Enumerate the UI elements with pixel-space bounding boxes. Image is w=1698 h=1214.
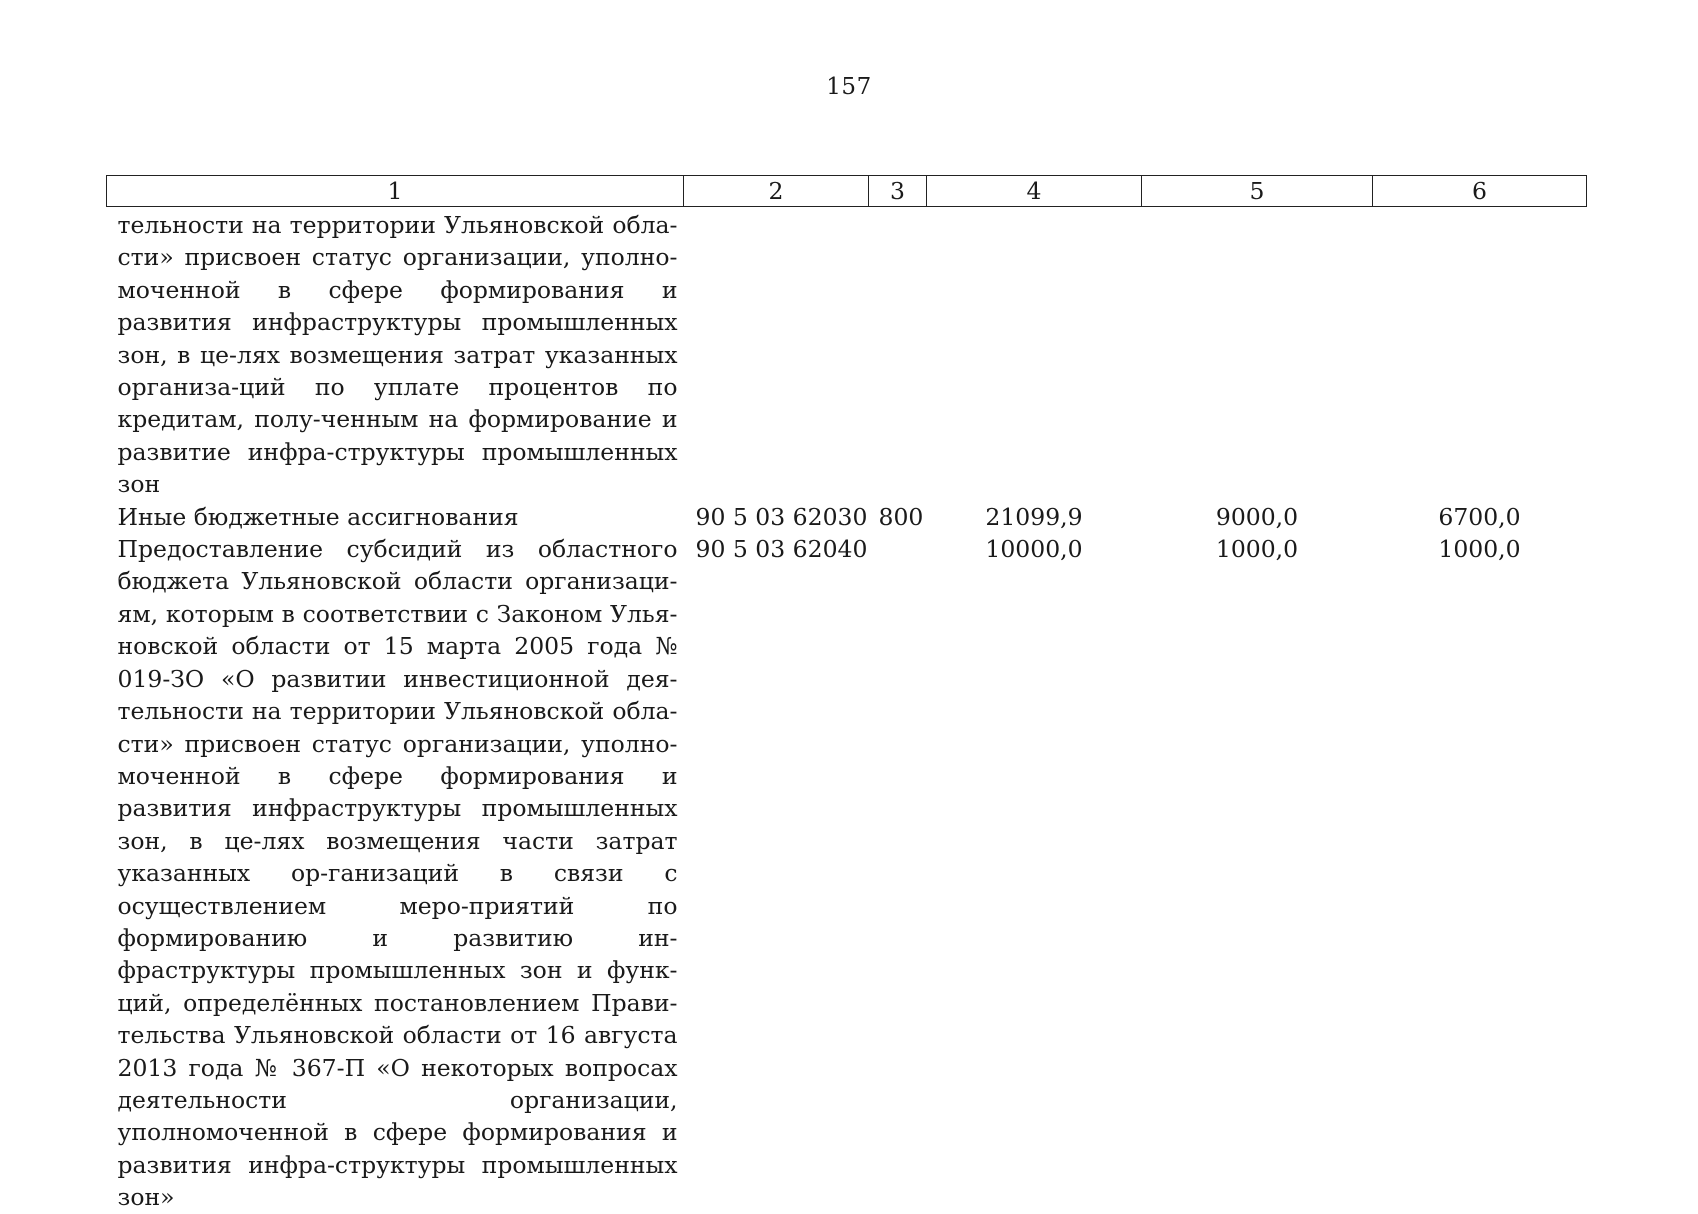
- row-value-col4: [927, 207, 1142, 501]
- table-row: [107, 207, 1587, 501]
- row-value-col6: [1373, 207, 1587, 501]
- header-col-2: 2: [684, 176, 869, 207]
- header-col-4: 4: [927, 176, 1142, 207]
- header-col-1: 1: [107, 176, 684, 207]
- row-type: [869, 533, 927, 1214]
- row-value-col4: 21099,9: [985, 502, 1083, 531]
- row-description: тельности на территории Ульяновской обла-сти» присвоен статус организации, уполно-моченной в сфере формирования и развития инфраструктуры промышленных зон, в це-лях возмещения затрат указанных организа-ций по уплате процентов по кредитам, полу-ченным на формирование и развитие инфра-структуры промышленных зон: [117, 211, 678, 499]
- page-number: 157: [826, 74, 872, 100]
- row-value-col5: 9000,0: [1215, 502, 1299, 531]
- row-value-col5: 1000,0: [1215, 535, 1299, 564]
- table-row: [107, 501, 1587, 533]
- header-col-6: 6: [1373, 176, 1587, 207]
- row-value-col4: 10000,0: [985, 535, 1083, 564]
- row-value-col6: 6700,0: [1438, 502, 1521, 531]
- row-type: 800: [878, 502, 924, 531]
- row-value-col6: 1000,0: [1438, 535, 1521, 564]
- table-row: [107, 533, 1587, 1214]
- row-description: Предоставление субсидий из областного бюджета Ульяновской области организаци-ям, которым в соответствии с Законом Улья-новской области от 15 марта 2005 года № 019-ЗО «О развитии инвестиционной дея-тельности на территории Ульяновской обла-сти» присвоен статус организации, уполно-моченной в сфере формирования и развития инфраструктуры промышленных зон, в це-лях возмещения части затрат указанных ор-ганизаций в связи с осуществлением меро-приятий по формированию и развитию ин-фраструктуры промышленных зон и функ-ций, определённых постановлением Прави-тельства Ульяновской области от 16 августа 2013 года № 367-П «О некоторых вопросах деятельности организации, уполномоченной в сфере формирования и развития инфра-структуры промышленных зон»: [117, 535, 678, 1212]
- row-value-col5: [1142, 207, 1373, 501]
- row-type: [869, 207, 927, 501]
- header-row: [107, 176, 1587, 207]
- header-col-3: 3: [869, 176, 927, 207]
- budget-table: [106, 175, 1587, 1214]
- row-code: [684, 207, 869, 501]
- header-col-5: 5: [1142, 176, 1373, 207]
- row-code: 90 5 03 62040: [695, 535, 868, 564]
- row-description: Иные бюджетные ассигнования: [117, 502, 519, 531]
- row-code: 90 5 03 62030: [695, 502, 868, 531]
